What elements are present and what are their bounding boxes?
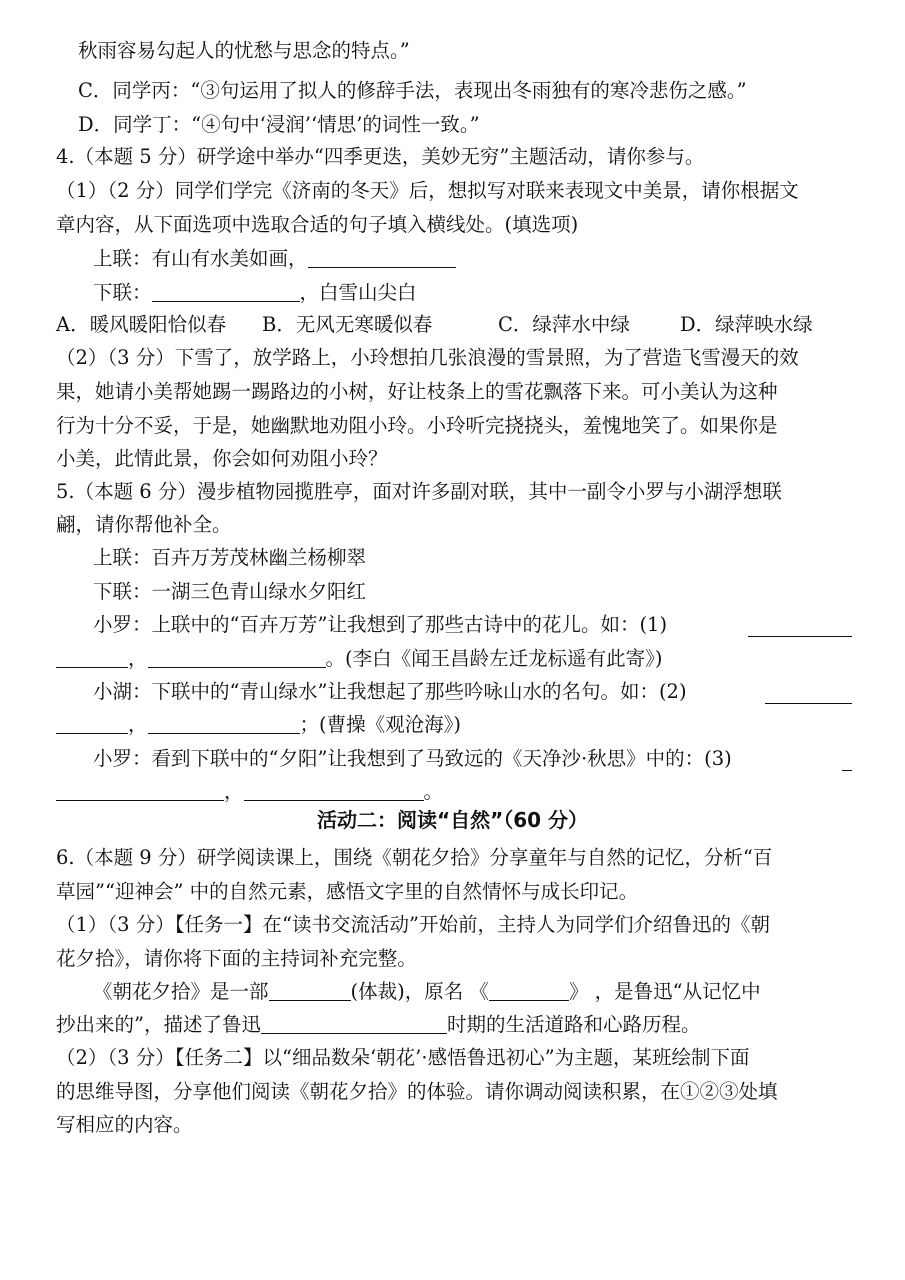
q5-hu-line bbox=[93, 677, 687, 707]
q3-option-d: D．同学丁：“④句中‘浸润’‘情思’的词性一致。” bbox=[78, 113, 480, 136]
q6-stem-line1: 6.（本题 9 分）研学阅读课上，围绕《朝花夕拾》分享童年与自然的记忆，分析“百 bbox=[56, 846, 773, 869]
q5-luo-text: 小罗：上联中的“百卉万芳”让我想到了那些古诗中的花儿。如：(1) bbox=[93, 613, 668, 636]
q5-luo-line2-cont bbox=[56, 777, 443, 807]
q4-option-a: A．暖风暖阳恰似春 bbox=[56, 313, 227, 336]
q4-option-d: D．绿萍映水绿 bbox=[680, 313, 813, 336]
q5-blank-1c[interactable] bbox=[148, 645, 326, 668]
q6-fill-b: (体裁)，原名 《 bbox=[350, 980, 489, 1003]
q5-blank-2a[interactable] bbox=[765, 681, 852, 704]
q5-luo2-comma: ， bbox=[224, 780, 244, 803]
q6-fill-a: 《朝花夕拾》是一部 bbox=[93, 980, 269, 1003]
q5-hu-line-cont bbox=[56, 710, 461, 740]
q6-part1-line1: （1）（3 分）【任务一】在“读书交流活动”开始前，主持人为同学们介绍鲁迅的《朝 bbox=[56, 913, 770, 936]
q5-luo-line1-cont bbox=[56, 644, 662, 674]
section-heading: 活动二：阅读“自然”（60 分） bbox=[316, 808, 589, 832]
q6-part1-line2: 花夕拾》，请你将下面的主持词补充完整。 bbox=[56, 947, 417, 970]
q5-hu-text: 小湖：下联中的“青山绿水”让我想起了那些吟咏山水的名句。如：(2) bbox=[93, 680, 687, 703]
q5-luo2-end: 。 bbox=[423, 780, 444, 803]
q4-option-c: C．绿萍水中绿 bbox=[498, 313, 630, 336]
q4-part1-line1: （1）（2 分）同学们学完《济南的冬天》后，想拟写对联来表现文中美景，请你根据文 bbox=[56, 179, 799, 202]
q3-option-c: C．同学丙：“③句运用了拟人的修辞手法，表现出冬雨独有的寒冷悲伤之感。” bbox=[78, 79, 747, 102]
q5-lower-couplet: 下联：一湖三色青山绿水夕阳红 bbox=[93, 580, 367, 603]
q3-continuation: 秋雨容易勾起人的忧愁与思念的特点。” bbox=[78, 39, 410, 62]
q5-hu-source: ；(曹操《观沧海》) bbox=[299, 713, 461, 736]
q4-part2-line2: 果，她请小美帮她踢一踢路边的小树，好让枝条上的雪花飘落下来。可小美认为这种 bbox=[56, 380, 778, 403]
q6-fill2-a: 抄出来的”，描述了鲁迅 bbox=[56, 1013, 261, 1036]
q5-blank-3b[interactable] bbox=[56, 778, 224, 801]
q4-lower-couplet bbox=[93, 278, 417, 308]
q4-part1-line2: 章内容，从下面选项中选取合适的句子填入横线处。(填选项) bbox=[56, 213, 579, 236]
q6-fill-line1 bbox=[93, 977, 761, 1007]
q5-luo-line1 bbox=[93, 610, 667, 640]
q5-blank-3a[interactable] bbox=[842, 748, 852, 771]
q4-part2-line4: 小美，此情此景，你会如何劝阻小玲？ bbox=[56, 447, 388, 470]
q5-blank-2b[interactable] bbox=[56, 711, 128, 734]
q4-upper-text: 上联：有山有水美如画， bbox=[93, 247, 308, 270]
q4-stem: 4.（本题 5 分）研学途中举办“四季更迭，美妙无穷”主题活动，请你参与。 bbox=[56, 145, 705, 168]
q4-lower-prefix: 下联： bbox=[93, 281, 152, 304]
q4-lower-blank[interactable] bbox=[152, 279, 300, 302]
q5-blank-2c[interactable] bbox=[148, 711, 300, 734]
q5-blank-1b[interactable] bbox=[56, 645, 128, 668]
q5-stem-line1: 5.（本题 6 分）漫步植物园揽胜亭，面对许多副对联，其中一副令小罗与小湖浮想联 bbox=[56, 480, 782, 503]
q5-luo-comma: ， bbox=[128, 647, 148, 670]
q6-blank-original-title[interactable] bbox=[489, 978, 569, 1001]
q4-upper-blank[interactable] bbox=[308, 245, 456, 268]
q6-part2-line2: 的思维导图，分享他们阅读《朝花夕拾》的体验。请你调动阅读积累，在①②③处填 bbox=[56, 1080, 778, 1103]
q5-blank-1a[interactable] bbox=[748, 614, 852, 637]
q6-fill2-b: 时期的生活道路和心路历程。 bbox=[446, 1013, 701, 1036]
q4-option-b: B．无风无寒暖似春 bbox=[262, 313, 433, 336]
q6-fill-c: 》 ，是鲁迅“从记忆中 bbox=[568, 980, 761, 1003]
q6-blank-genre[interactable] bbox=[269, 978, 351, 1001]
q4-part2-line3: 行为十分不妥，于是，她幽默地劝阻小玲。小玲听完挠挠头，羞愧地笑了。如果你是 bbox=[56, 414, 778, 437]
q5-stem-line2: 翩，请你帮他补全。 bbox=[56, 513, 232, 536]
q6-stem-line2: 草园”“迎神会” 中的自然元素，感悟文字里的自然情怀与成长印记。 bbox=[56, 880, 639, 903]
q4-part2-line1: （2）（3 分）下雪了，放学路上，小玲想拍几张浪漫的雪景照，为了营造飞雪漫天的效 bbox=[56, 346, 799, 369]
q5-blank-3c[interactable] bbox=[244, 778, 424, 801]
q5-upper-couplet: 上联：百卉万芳茂林幽兰杨柳翠 bbox=[93, 546, 367, 569]
q6-blank-period[interactable] bbox=[261, 1011, 447, 1034]
q5-luo2-text: 小罗：看到下联中的“夕阳”让我想到了马致远的《天净沙·秋思》中的：(3) bbox=[93, 747, 732, 770]
q4-lower-suffix: ，白雪山尖白 bbox=[299, 281, 417, 304]
q6-part2-line1: （2）（3 分）【任务二】以“细品数朵‘朝花’·感悟鲁迅初心”为主题，某班绘制下面 bbox=[56, 1046, 750, 1069]
q6-fill-line2 bbox=[56, 1010, 701, 1040]
q5-luo-line2 bbox=[93, 744, 732, 774]
q6-part2-line3: 写相应的内容。 bbox=[56, 1113, 193, 1136]
q5-hu-comma: ， bbox=[128, 713, 148, 736]
q4-upper-couplet bbox=[93, 244, 456, 274]
q5-luo-source: 。(李白《闻王昌龄左迁龙标遥有此寄》) bbox=[325, 647, 663, 670]
